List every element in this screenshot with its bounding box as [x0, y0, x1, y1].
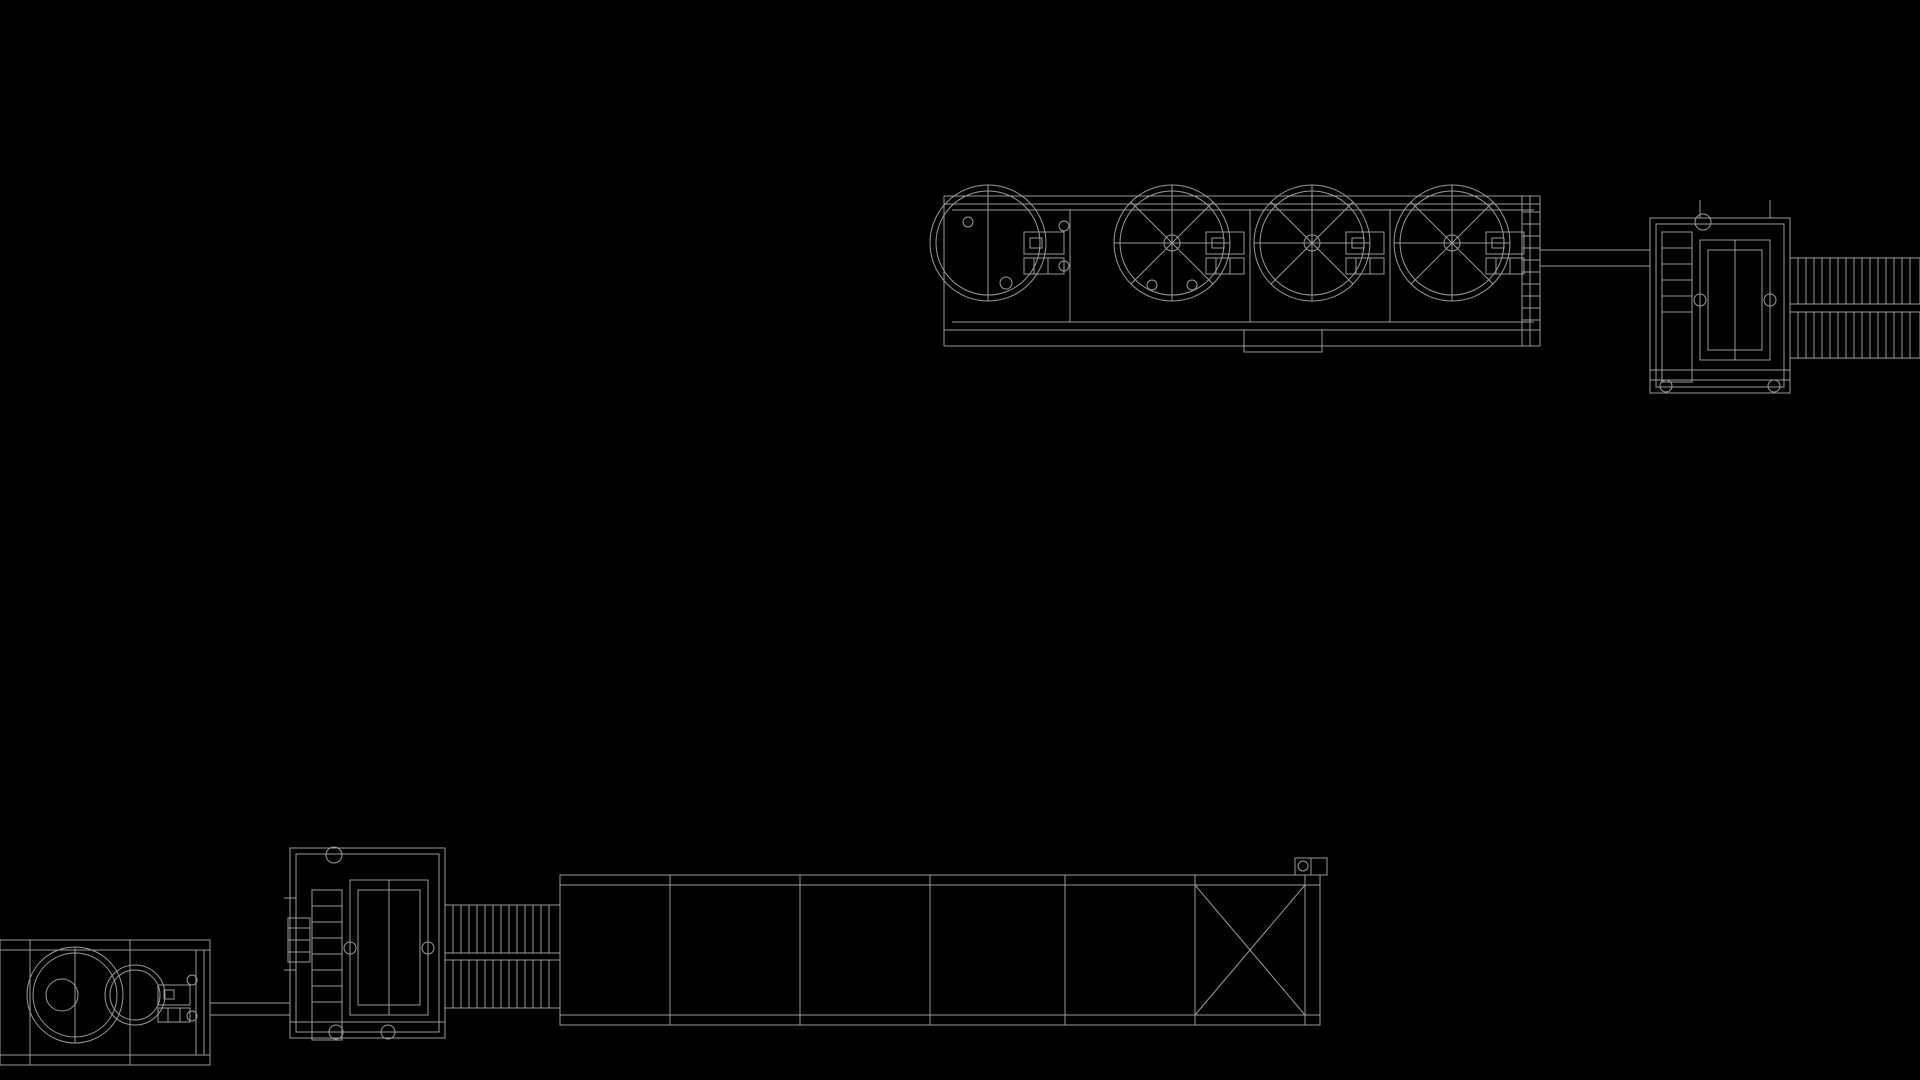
lower-drive-station	[284, 847, 445, 1040]
upper-drive-station	[1650, 200, 1790, 393]
cross-braced-bay	[1195, 885, 1305, 1015]
upper-frame-rails	[944, 196, 1540, 346]
end-fitting-block	[1295, 858, 1327, 875]
rotary-drum-unit-3	[1254, 185, 1390, 322]
lower-machine-line	[0, 847, 1327, 1065]
lower-slat-conveyor	[445, 905, 560, 1008]
lower-left-machine-block	[0, 940, 210, 1065]
rotary-drum-unit-4	[1394, 185, 1524, 301]
upper-slat-conveyor	[1790, 258, 1920, 358]
lower-link-conveyor	[210, 1003, 290, 1015]
upper-link-conveyor	[1540, 250, 1650, 266]
upper-machine-line	[930, 185, 1920, 393]
upper-end-column	[1522, 196, 1540, 346]
rotary-drum-unit-1	[930, 185, 1070, 322]
